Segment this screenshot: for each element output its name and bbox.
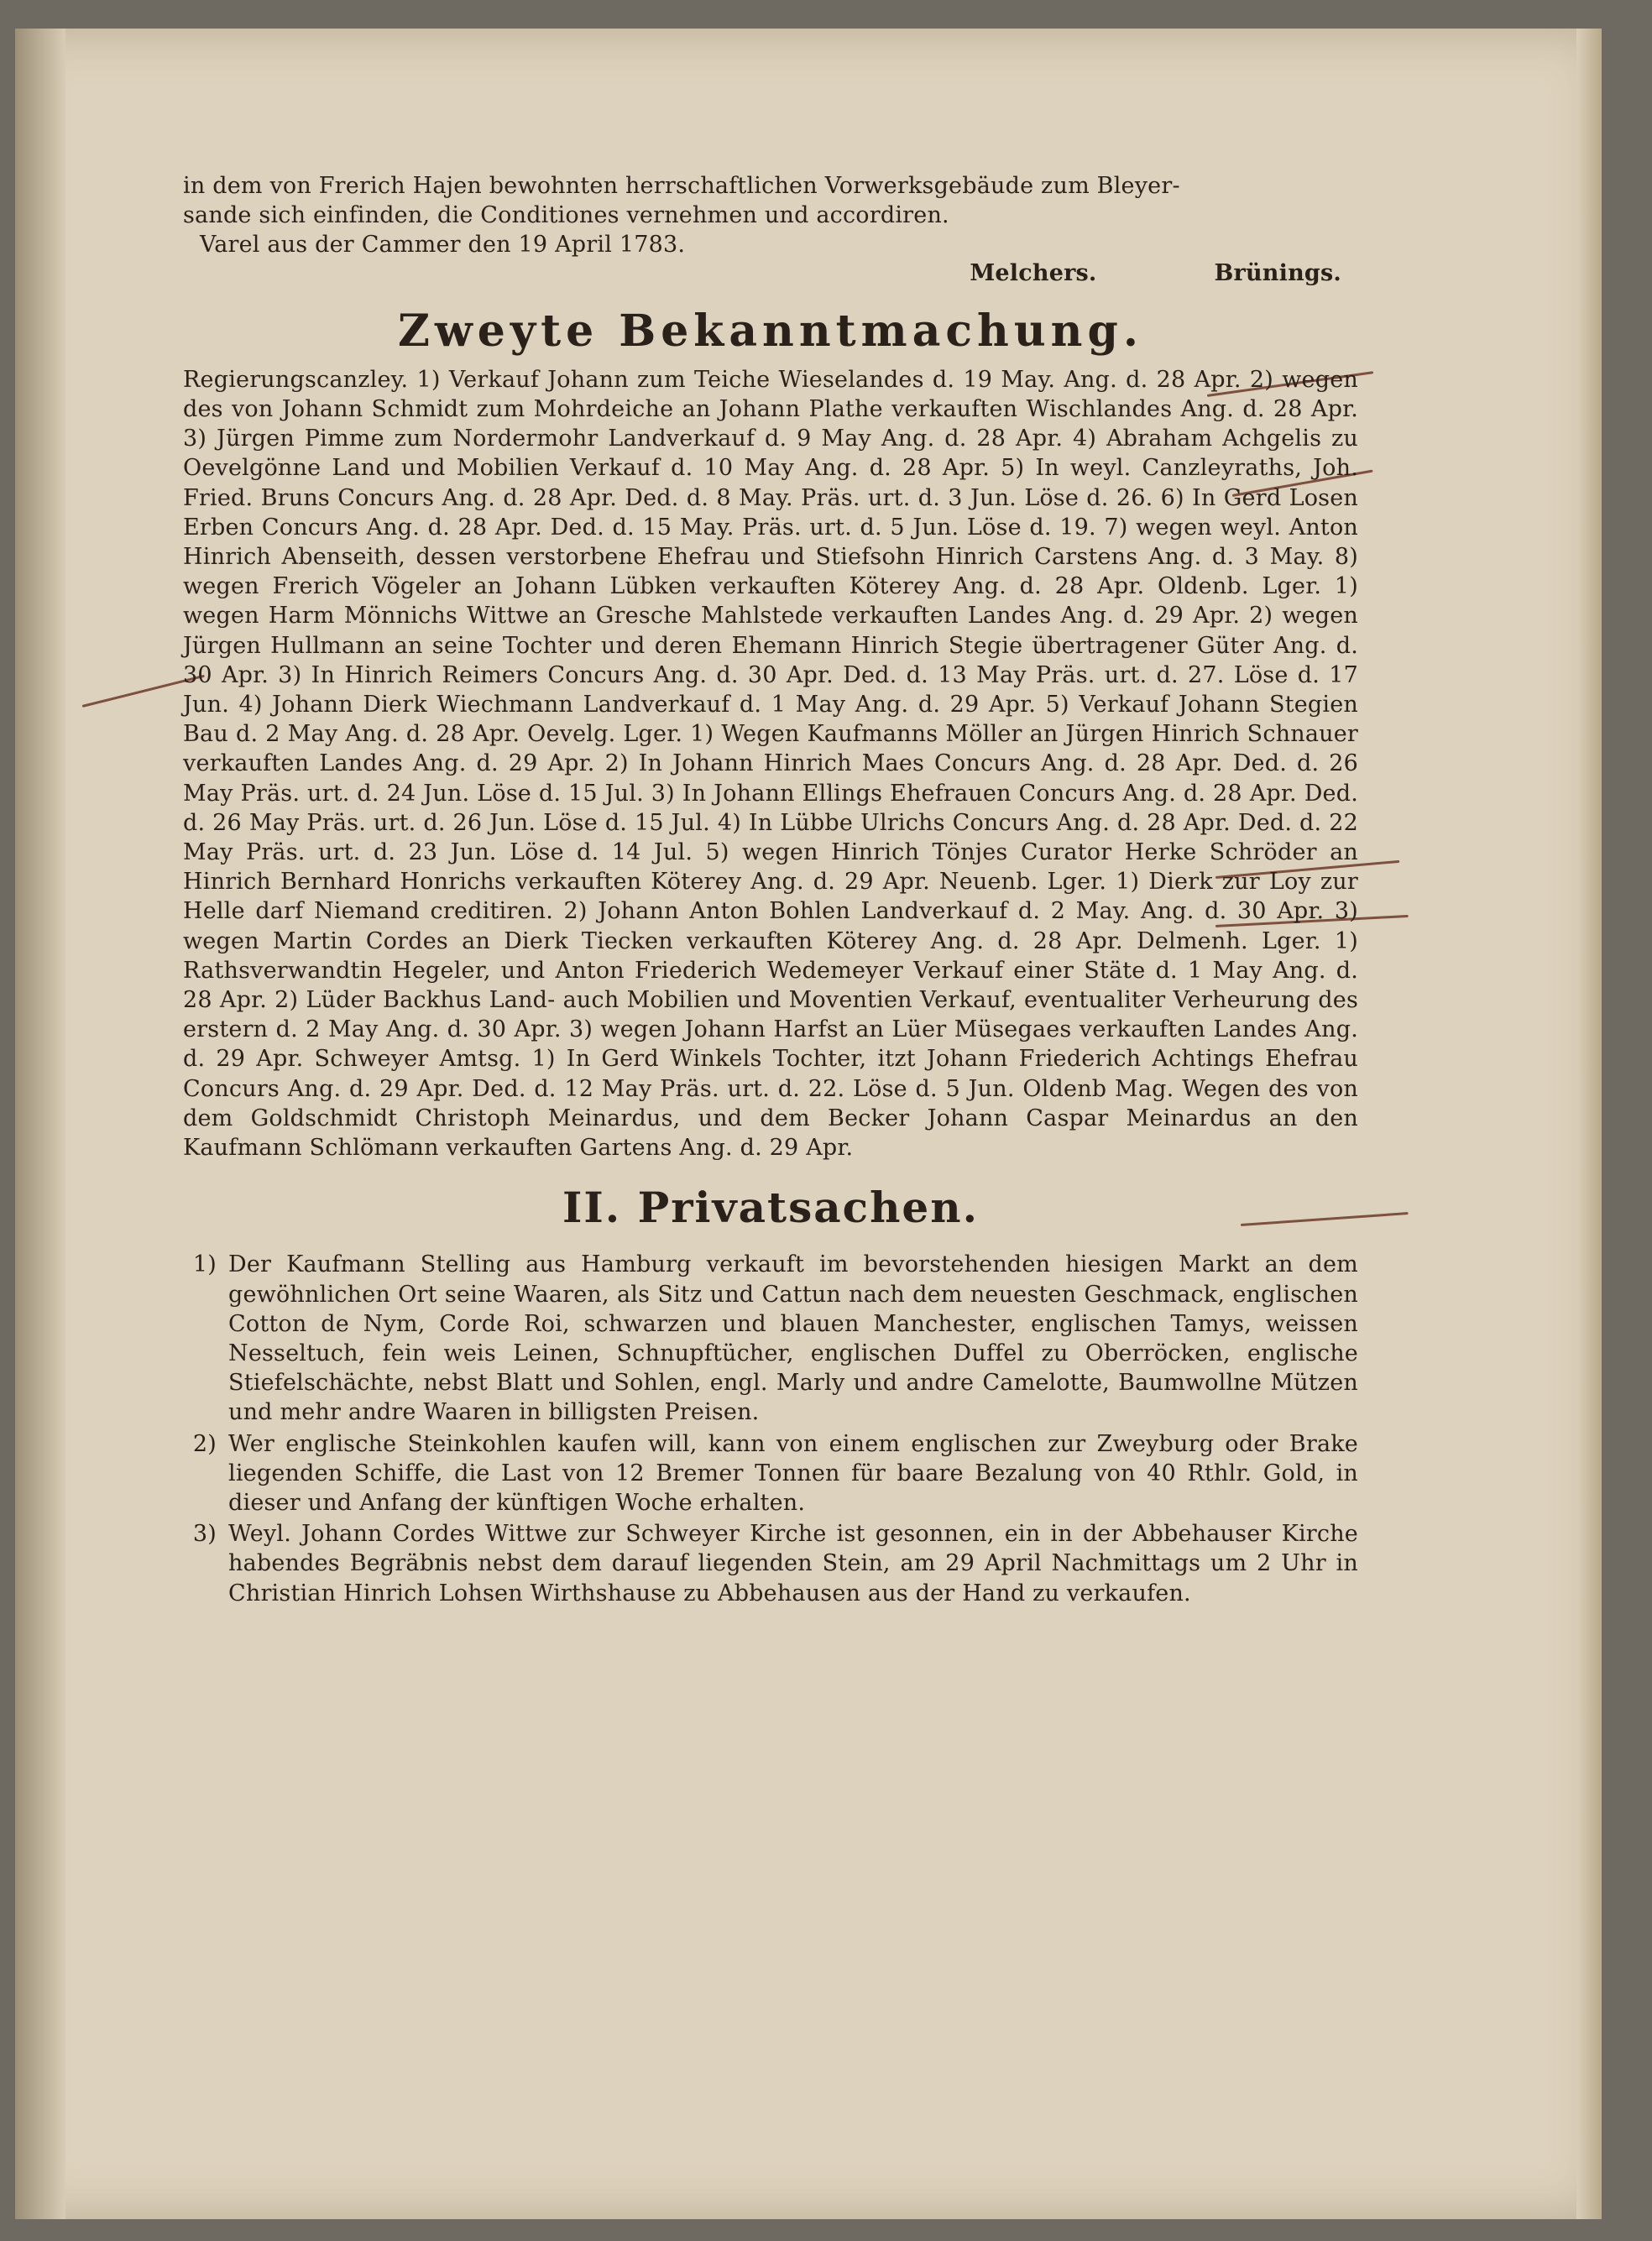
signature-brunings: Brünings. <box>1214 259 1341 286</box>
page-binding-shadow <box>15 29 65 2219</box>
item-number: 3) <box>192 1521 217 1548</box>
section-heading-zweyte-bekanntmachung: Zweyte Bekanntmachung. <box>398 305 1143 357</box>
section-heading-privatsachen: II. Privatsachen. <box>562 1183 979 1233</box>
item-number: 2) <box>192 1430 217 1457</box>
list-item <box>183 1250 1358 1427</box>
item-text: Wer englische Steinkohlen kaufen will, kann von einem englischen zur Zweyburg oder Brake liegenden Schiffe, die Last von 12 Bremer Tonnen für baare Bezalung von 40 Rthlr. Gold, in dieser und Anfang der künftigen Woche erhalten. <box>228 1430 1358 1516</box>
signature-line <box>183 259 1358 288</box>
intro-line-2: sande sich einfinden, die Conditiones vernehmen und accordiren. <box>183 202 949 229</box>
page-right-edge <box>1576 29 1602 2219</box>
list-item <box>183 1429 1358 1518</box>
item-text: Der Kaufmann Stelling aus Hamburg verkauft im bevorstehenden hiesigen Markt an dem gewöhnlichen Ort seine Waaren, als Sitz und Cattun nach dem neuesten Geschmack, englischen Cotton de Nym, Corde Roi, schwarzen und blauen Manchester, englischen Tamys, weissen Nesseltuch, fein weis Leinen, Schnupftücher, englischen Duffel zu Oberröcken, englische Stiefelschächte, nebst Blatt und Sohlen, engl. Marly und andre Camelotte, Baumwollne Mützen und mehr andre Waaren in billigsten Preisen. <box>228 1251 1358 1426</box>
signature-melchers: Melchers. <box>970 259 1097 286</box>
intro-line-1: in dem von Frerich Hajen bewohnten herrschaftlichen Vorwerksgebäude zum Bleyer- <box>183 173 1180 199</box>
item-text: Weyl. Johann Cordes Wittwe zur Schweyer Kirche ist gesonnen, ein in der Abbehauser Kirche habendes Begräbnis nebst dem darauf liegenden Stein, am 29 April Nachmittags um 2 Uhr in Christian Hinrich Lohsen Wirthshause zu Abbehausen aus der Hand zu verkaufen. <box>228 1521 1358 1606</box>
list-item <box>183 1519 1358 1608</box>
announcement-body: Regierungscanzley. 1) Verkauf Johann zum Teiche Wieselandes d. 19 May. Ang. d. 28 Apr. 2) wegen des von Johann Schmidt zum Mohrdeiche an Johann Plathe verkauften Wischlandes Ang. d. 28 Apr. 3) Jürgen Pimme zum Nordermohr Landverkauf d. 9 May Ang. d. 28 Apr. 4) Abraham Achgelis zu Oevelgönne Land und Mobilien Verkauf d. 10 May Ang. d. 28 Apr. 5) In weyl. Canzleyraths, Joh. Fried. Bruns Concurs Ang. d. 28 Apr. Ded. d. 8 May. Präs. urt. d. 3 Jun. Löse d. 26. 6) In Gerd Losen Erben Concurs Ang. d. 28 Apr. Ded. d. 15 May. Präs. urt. d. 5 Jun. Löse d. 19. 7) wegen weyl. Anton Hinrich Abenseith, dessen verstorbene Ehefrau und Stiefsohn Hinrich Carstens Ang. d. 3 May. 8) wegen Frerich Vögeler an Johann Lübken verkauften Köterey Ang. d. 28 Apr. Oldenb. Lger. 1) wegen Harm Mönnichs Wittwe an Gresche Mahlstede verkauften Landes Ang. d. 29 Apr. 2) wegen Jürgen Hullmann an seine Tochter und deren Ehemann Hinrich Stegie übertragener Güter Ang. d. 30 Apr. 3) In Hinrich Reimers Concurs Ang. d. 30 Apr. Ded. d. 13 May Präs. urt. d. 27. Löse d. 17 Jun. 4) Johann Dierk Wiechmann Landverkauf d. 1 May Ang. d. 29 Apr. 5) Verkauf Johann Stegien Bau d. 2 May Ang. d. 28 Apr. Oevelg. Lger. 1) Wegen Kaufmanns Möller an Jürgen Hinrich Schnauer verkauften Landes Ang. d. 29 Apr. 2) In Johann Hinrich Maes Concurs Ang. d. 28 Apr. Ded. d. 26 May Präs. urt. d. 24 Jun. Löse d. 15 Jul. 3) In Johann Ellings Ehefrauen Concurs Ang. d. 28 Apr. Ded. d. 26 May Präs. urt. d. 26 Jun. Löse d. 15 Jul. 4) In Lübbe Ulrichs Concurs Ang. d. 28 Apr. Ded. d. 22 May Präs. urt. d. 23 Jun. Löse d. 14 Jul. 5) wegen Hinrich Tönjes Curator Herke Schröder an Hinrich Bernhard Honrichs verkauften Köterey Ang. d. 29 Apr. Neuenb. Lger. 1) Dierk zur Loy zur Helle darf Niemand creditiren. 2) Johann Anton Bohlen Landverkauf d. 2 May. Ang. d. 30 Apr. 3) wegen Martin Cordes an Dierk Tiecken verkauften Köterey Ang. d. 28 Apr. Delmenh. Lger. 1) Rathsverwandtin Hegeler, und Anton Friederich Wedemeyer Verkauf einer Stäte d. 1 May Ang. d. 28 Apr. 2) Lüder Backhus Land- auch Mobilien und Moventien Verkauf, eventualiter Verheurung des erstern d. 2 May Ang. d. 30 Apr. 3) wegen Johann Harfst an Lüer Müsegaes verkauften Landes Ang. d. 29 Apr. Schweyer Amtsg. 1) In Gerd Winkels Tochter, itzt Johann Friederich Achtings Ehefrau Concurs Ang. d. 29 Apr. Ded. d. 12 May Präs. urt. d. 22. Löse d. 5 Jun. Oldenb Mag. Wegen des von dem Goldschmidt Christoph Meinardus, und dem Becker Johann Caspar Meinardus an den Kaufmann Schlömann verkauften Gartens Ang. d. 29 Apr. <box>183 366 1358 1162</box>
item-number: 1) <box>192 1251 217 1278</box>
page-content <box>183 171 1358 1610</box>
newspaper-page <box>15 29 1602 2219</box>
dateline: Varel aus der Cammer den 19 April 1783. <box>200 232 686 259</box>
